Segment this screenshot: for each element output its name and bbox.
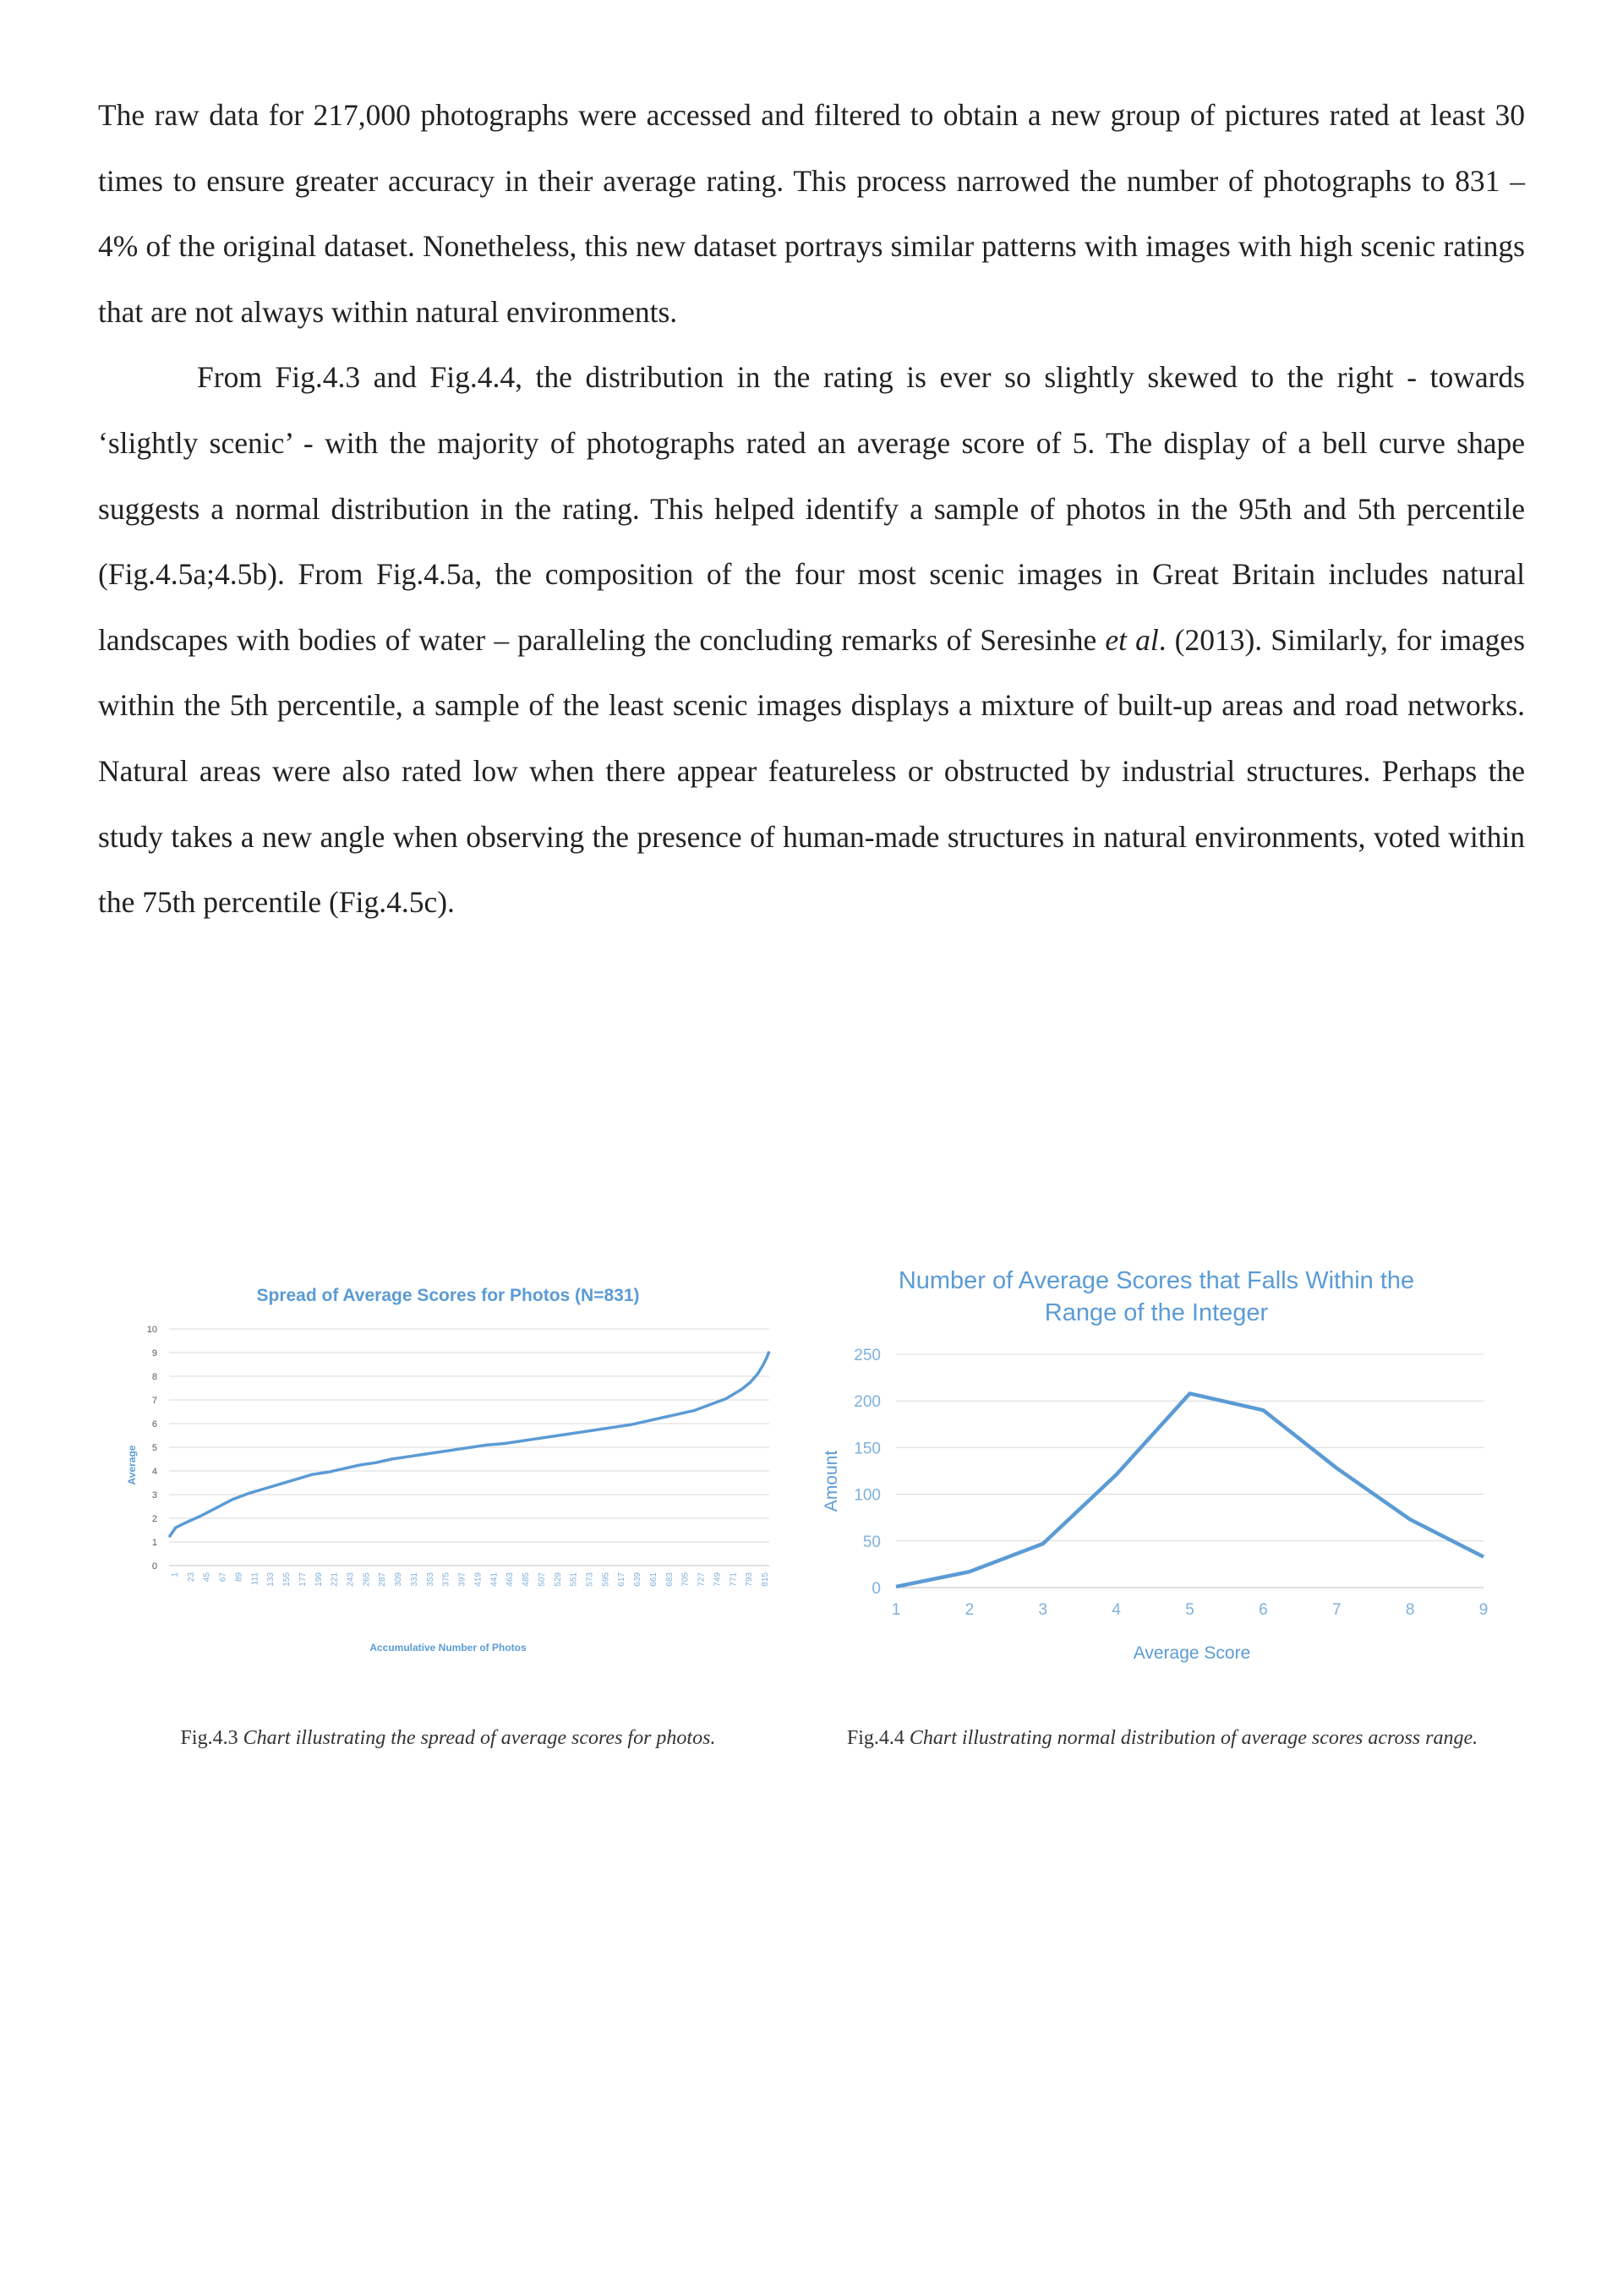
series-line — [896, 1393, 1484, 1587]
x-tick-label: 661 — [648, 1572, 658, 1587]
x-tick-label: 155 — [282, 1572, 292, 1587]
series-line — [169, 1352, 769, 1538]
x-tick-label: 199 — [314, 1572, 324, 1587]
y-tick-label: 4 — [151, 1467, 157, 1477]
y-axis-label: Average — [126, 1445, 138, 1485]
y-tick-label: 2 — [151, 1514, 157, 1524]
x-tick-label: 89 — [234, 1572, 244, 1583]
x-tick-label: 287 — [378, 1572, 388, 1587]
caption-label: Fig.4.3 — [180, 1727, 238, 1749]
x-tick-label: 507 — [537, 1572, 547, 1587]
body-text — [98, 83, 1525, 936]
x-tick-label: 793 — [745, 1572, 755, 1587]
y-tick-label: 250 — [854, 1347, 881, 1364]
x-tick-label: 375 — [441, 1572, 451, 1587]
paragraph-text: The raw data for 217,000 photographs were accessed and filtered to obtain a new group of pictures rated at least 30 times to ensure greater accuracy in their average rating. This process narrowed the number of photographs to 831 – 4% of the original dataset. Nonetheless, this new dataset portrays similar patterns with images with high scenic ratings that are not always within natural environments. — [98, 98, 1525, 329]
x-tick-label: 727 — [697, 1572, 707, 1587]
chart-title: Spread of Average Scores for Photos (N=831) — [256, 1286, 640, 1305]
x-tick-label: 67 — [218, 1572, 228, 1583]
x-tick-label: 617 — [617, 1572, 627, 1587]
distribution-line-chart — [812, 1260, 1513, 1665]
caption-label: Fig.4.4 — [846, 1727, 904, 1749]
x-tick-label: 771 — [729, 1572, 739, 1587]
x-tick-label: 133 — [266, 1572, 276, 1587]
y-tick-label: 3 — [151, 1490, 157, 1501]
x-tick-label: 441 — [489, 1572, 500, 1587]
x-tick-label: 23 — [186, 1572, 196, 1583]
y-tick-label: 150 — [854, 1440, 881, 1458]
y-tick-label: 100 — [854, 1486, 881, 1505]
x-tick-label: 397 — [457, 1572, 467, 1587]
paragraph — [98, 345, 1525, 935]
x-tick-label: 705 — [680, 1572, 691, 1587]
x-tick-label: 419 — [473, 1572, 484, 1587]
x-tick-label: 9 — [1478, 1601, 1489, 1619]
x-tick-label: 4 — [1112, 1601, 1121, 1619]
y-tick-label: 50 — [862, 1533, 881, 1551]
x-tick-label: 1 — [171, 1572, 180, 1577]
chart-title-line-2: Range of the Integer — [1044, 1299, 1269, 1326]
fig-4-4-caption — [833, 1725, 1492, 1752]
x-tick-label: 331 — [409, 1572, 419, 1587]
spread-line-chart — [118, 1272, 786, 1670]
y-tick-label: 200 — [854, 1393, 881, 1412]
fig-4-3-caption — [118, 1725, 778, 1752]
caption-text: Chart illustrating the spread of average scores for photos. — [243, 1727, 716, 1749]
y-tick-label: 7 — [151, 1396, 157, 1406]
x-tick-label: 3 — [1038, 1601, 1048, 1619]
x-tick-label: 551 — [569, 1572, 579, 1587]
y-tick-label: 0 — [872, 1580, 881, 1598]
x-tick-label: 815 — [761, 1572, 770, 1587]
x-tick-label: 309 — [394, 1572, 404, 1587]
y-tick-label: 1 — [151, 1538, 157, 1548]
x-tick-label: 8 — [1405, 1601, 1415, 1619]
x-tick-label: 111 — [250, 1572, 260, 1586]
y-tick-label: 0 — [151, 1561, 157, 1572]
x-tick-label: 353 — [425, 1572, 435, 1587]
x-tick-label: 639 — [633, 1572, 643, 1587]
paragraph — [98, 83, 1525, 345]
x-tick-label: 2 — [965, 1601, 975, 1619]
italic-text: et al — [1105, 622, 1159, 657]
x-tick-label: 6 — [1259, 1601, 1268, 1619]
caption-text: Chart illustrating normal distribution of average scores across range. — [909, 1727, 1478, 1749]
x-tick-label: 485 — [522, 1572, 532, 1587]
x-tick-label: 1 — [891, 1601, 901, 1619]
paragraph-text: . (2013). Similarly, for images within the 5th percentile, a sample of the least scenic images displays a mixture of built-up areas and road networks. Natural areas were also rated low when there appear featureless or obstructed by industrial structures. Perhaps the study takes a new angle when observing the presence of human-made structures in natural environments, voted within the 75th percentile (Fig.4.5c). — [98, 622, 1526, 920]
y-tick-label: 8 — [151, 1372, 157, 1382]
y-axis-label: Amount — [822, 1450, 841, 1512]
x-tick-label: 595 — [601, 1572, 611, 1587]
paragraph-text: From Fig.4.3 and Fig.4.4, the distribution in the rating is ever so slightly skewed to the right - towards ‘slightly scenic’ - with the majority of photographs rated an average score of 5. The display of a bell curve shape suggests a normal distribution in the rating. This helped identify a sample of photos in the 95th and 5th percentile (Fig.4.5a;4.5b). From Fig.4.5a, the composition of the four most scenic images in Great Britain includes natural landscapes with bodies of water – paralleling the concluding remarks of Seresinhe — [98, 360, 1525, 657]
y-tick-label: 10 — [146, 1325, 157, 1335]
x-tick-label: 45 — [202, 1572, 212, 1583]
x-axis-label: Accumulative Number of Photos — [369, 1642, 527, 1654]
x-tick-label: 463 — [505, 1572, 516, 1587]
x-tick-label: 683 — [664, 1572, 675, 1587]
x-tick-label: 265 — [362, 1572, 372, 1587]
chart-title-line-1: Number of Average Scores that Falls Within the — [898, 1267, 1415, 1294]
x-axis-label: Average Score — [1133, 1643, 1251, 1663]
x-tick-label: 573 — [585, 1572, 595, 1587]
y-tick-label: 6 — [151, 1419, 157, 1430]
fig-4-4-chart — [812, 1260, 1513, 1665]
x-tick-label: 221 — [330, 1572, 340, 1587]
fig-4-3-chart — [118, 1272, 786, 1670]
x-tick-label: 243 — [346, 1572, 356, 1587]
x-tick-label: 7 — [1331, 1601, 1342, 1619]
x-tick-label: 177 — [298, 1572, 308, 1587]
x-tick-label: 5 — [1185, 1601, 1194, 1619]
x-tick-label: 529 — [553, 1572, 563, 1587]
y-tick-label: 9 — [151, 1348, 157, 1358]
x-tick-label: 749 — [713, 1572, 723, 1587]
y-tick-label: 5 — [151, 1443, 157, 1453]
